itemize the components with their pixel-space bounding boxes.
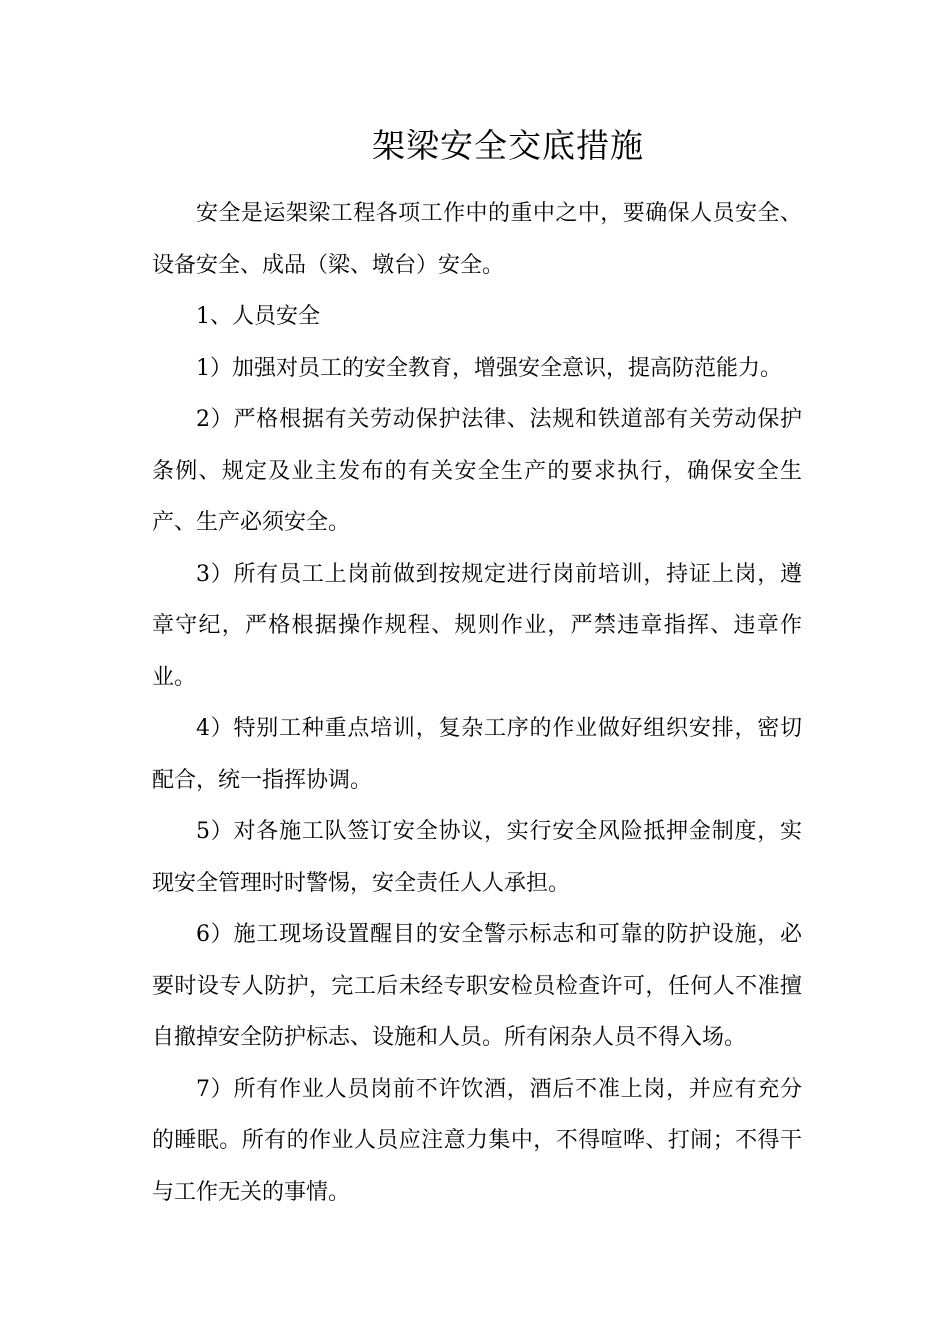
item-5-paragraph: 5）对各施工队签订安全协议，实行安全风险抵押金制度，实现安全管理时时警惕，安全责任人人承担。: [152, 819, 802, 896]
item-1-paragraph: 1）加强对员工的安全教育，增强安全意识，提高防范能力。: [196, 355, 782, 381]
item-2-paragraph: 2）严格根据有关劳动保护法律、法规和铁道部有关劳动保护条例、规定及业主发布的有关安全生产的要求执行，确保安全生产、生产必须安全。: [152, 407, 802, 535]
section-heading-personnel-safety: 1、人员安全: [196, 304, 320, 329]
item-4-paragraph: 4）特别工种重点培训，复杂工序的作业做好组织安排，密切配合，统一指挥协调。: [152, 716, 802, 793]
intro-paragraph: 安全是运架梁工程各项工作中的重中之中，要确保人员安全、设备安全、成品（梁、墩台）安全。: [152, 201, 802, 278]
document-title: 架梁安全交底措施: [372, 126, 644, 165]
item-7-paragraph: 7）所有作业人员岗前不许饮酒，酒后不准上岗，并应有充分的睡眠。所有的作业人员应注意力集中，不得喧哗、打闹；不得干与工作无关的事情。: [152, 1076, 802, 1205]
item-3-paragraph: 3）所有员工上岗前做到按规定进行岗前培训，持证上岗，遵章守纪，严格根据操作规程、规则作业，严禁违章指挥、违章作业。: [152, 561, 802, 690]
item-6-paragraph: 6）施工现场设置醒目的安全警示标志和可靠的防护设施，必要时设专人防护，完工后未经专职安检员检查许可，任何人不准擅自撤掉安全防护标志、设施和人员。所有闲杂人员不得入场。: [152, 922, 802, 1050]
document-body: [152, 188, 802, 1218]
